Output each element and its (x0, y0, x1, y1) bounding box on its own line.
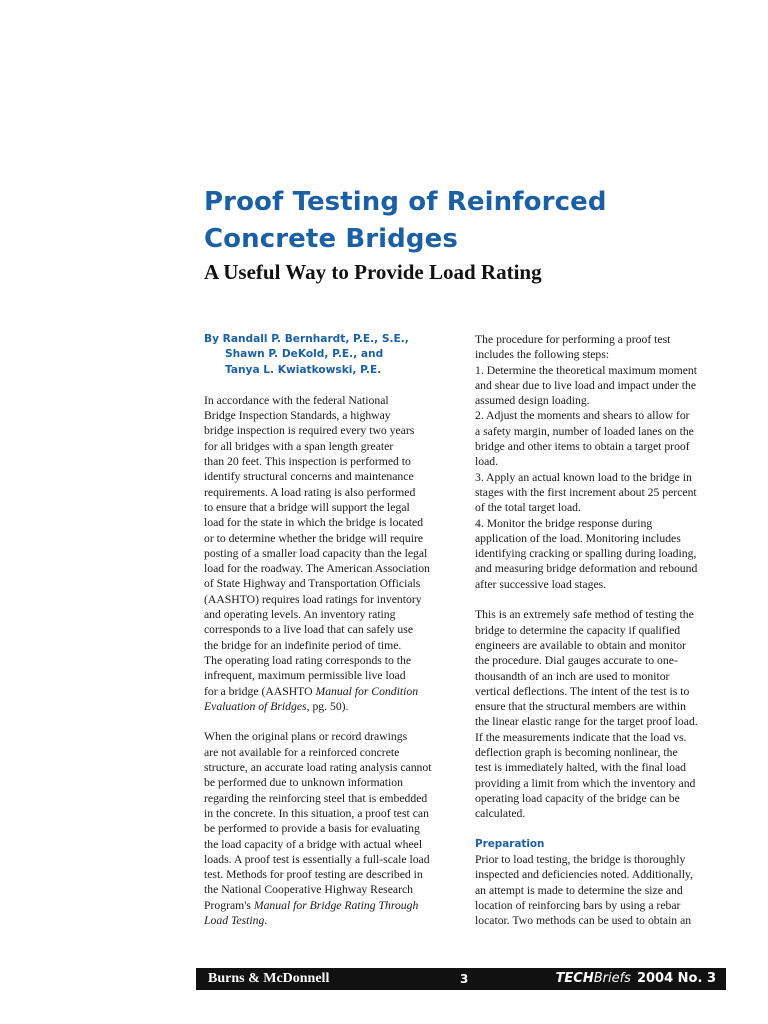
article-subtitle: A Useful Way to Provide Load Rating (204, 260, 542, 284)
left-paragraph-1 (204, 393, 458, 714)
issue-number: 2004 No. 3 (636, 971, 716, 986)
text-line: are not available for a reinforced concrete (204, 745, 400, 759)
citation-title: Manual for Bridge Rating Through (253, 898, 419, 912)
right-paragraph-1-lines (475, 332, 719, 592)
left-paragraph-1-last-line-b (204, 699, 458, 714)
text-line: in the concrete. In this situation, a proof test can (204, 806, 429, 820)
text-line: test. Methods for proof testing are described in (204, 868, 423, 882)
byline (204, 332, 458, 378)
text-line: assumed design loading. (475, 394, 590, 408)
text-line: thousandth of an inch are used to monitor (475, 669, 670, 683)
text-line: load. (475, 455, 499, 469)
right-column (475, 332, 719, 929)
text-line: load for the roadway. The American Association (204, 562, 430, 576)
text-line: or to determine whether the bridge will require (204, 531, 424, 545)
text-line: and operating levels. An inventory rating (204, 608, 396, 622)
footer-bar (196, 968, 726, 990)
text-line: posting of a smaller load capacity than the legal (204, 546, 428, 560)
right-paragraph-2 (475, 607, 719, 821)
text-line: bridge inspection is required every two years (204, 424, 415, 438)
text-line: than 20 feet. This inspection is performed to (204, 455, 411, 469)
text-line: This is an extremely safe method of testing the (475, 608, 694, 622)
text-line: locator. Two methods can be used to obtain an (475, 914, 692, 928)
text-line: the bridge for an indefinite period of time. (204, 638, 402, 652)
text-line: corresponds to a live load that can safely use (204, 623, 414, 637)
text-line: be performed due to unknown information (204, 776, 403, 790)
text-line: location of reinforcing bars by using a rebar (475, 898, 681, 912)
text-line: bridge to determine the capacity if qualified (475, 623, 681, 637)
text-line: loads. A proof test is essentially a full-scale load (204, 852, 430, 866)
right-paragraph-1 (475, 332, 719, 592)
text-line: operating load capacity of the bridge can be (475, 791, 680, 805)
citation-title: Load Testing (204, 913, 265, 927)
text-line: providing a limit from which the inventory and (475, 776, 696, 790)
text-line: the load capacity of a bridge with actual wheel (204, 837, 423, 851)
text-line: requirements. A load rating is also performed (204, 485, 416, 499)
citation-title: Evaluation of Bridges (204, 699, 307, 713)
text-line: 1. Determine the theoretical maximum moment (475, 363, 697, 377)
text-line: the National Cooperative Highway Research (204, 883, 414, 897)
left-column (204, 332, 458, 928)
text-line: deflection graph is becoming nonlinear, the (475, 746, 678, 760)
text-line: The operating load rating corresponds to the (204, 653, 412, 667)
left-paragraph-1-lines (204, 393, 458, 684)
text-line: identify structural concerns and maintenance (204, 470, 414, 484)
text-line: includes the following steps: (475, 348, 610, 362)
byline-line-1: By Randall P. Bernhardt, P.E., S.E., (204, 333, 409, 345)
text-line: a safety margin, number of loaded lanes on the (475, 424, 694, 438)
text-line: and shear due to live load and impact under the (475, 378, 697, 392)
right-paragraph-3 (475, 852, 719, 928)
citation-title: Manual for Condition (315, 684, 419, 698)
text-line: application of the load. Monitoring includes (475, 531, 681, 545)
text-line: of the total target load. (475, 501, 581, 515)
text-line: bridge and other items to obtain a target proof (475, 440, 690, 454)
text-line: stages with the first increment about 25 percent (475, 485, 697, 499)
right-paragraph-3-lines (475, 852, 719, 928)
text-line: identifying cracking or spalling during loading, (475, 547, 697, 561)
section-heading-preparation: Preparation (475, 837, 545, 850)
text-line: the procedure. Dial gauges accurate to one- (475, 654, 678, 668)
text-line: vertical deflections. The intent of the test is to (475, 684, 690, 698)
text-line: regarding the reinforcing steel that is embedded (204, 791, 428, 805)
text-line: Prior to load testing, the bridge is thoroughly (475, 853, 686, 867)
text-run: , pg. 50). (306, 699, 349, 713)
right-paragraph-2-lines (475, 607, 719, 821)
text-line: for all bridges with a span length greater (204, 439, 394, 453)
text-line: The procedure for performing a proof test (475, 333, 671, 346)
left-paragraph-2-last-line-b (204, 913, 458, 928)
publication-briefs: Briefs (593, 971, 631, 986)
publication-tech: TECH (555, 971, 594, 986)
text-line: inspected and deficiencies noted. Additionally, (475, 868, 693, 882)
text-line: of State Highway and Transportation Officials (204, 577, 421, 591)
text-line: calculated. (475, 807, 526, 821)
text-line: If the measurements indicate that the load vs. (475, 730, 687, 744)
page-number: 3 (460, 972, 469, 986)
title-line-2: Concrete Bridges (204, 224, 458, 254)
text-line: test is immediately halted, with the final load (475, 761, 686, 775)
text-line: an attempt is made to determine the size and (475, 883, 683, 897)
text-line: after successive load stages. (475, 577, 607, 591)
text-line: be performed to provide a basis for evaluating (204, 822, 420, 836)
text-run: . (264, 913, 268, 927)
text-line: the linear elastic range for the target proof load. (475, 715, 698, 729)
byline-line-2: Shawn P. DeKold, P.E., and (225, 348, 384, 361)
text-line: 2. Adjust the moments and shears to allow for (475, 409, 690, 423)
text-line: 4. Monitor the bridge response during (475, 516, 653, 530)
text-line: engineers are available to obtain and monitor (475, 638, 686, 652)
text-line: infrequent, maximum permissible live load (204, 669, 406, 683)
left-paragraph-2-lines (204, 729, 458, 897)
text-line: ensure that the structural members are within (475, 700, 686, 714)
footer-company-name: Burns & McDonnell (208, 971, 330, 986)
publication-name (556, 970, 716, 988)
text-line: load for the state in which the bridge is located (204, 516, 424, 530)
text-line: (AASHTO) requires load ratings for inventory (204, 592, 422, 606)
text-run: Program's (204, 898, 254, 912)
text-line: Bridge Inspection Standards, a highway (204, 409, 391, 423)
left-paragraph-1-last-line-a (204, 684, 458, 699)
left-paragraph-2-last-line-a (204, 898, 458, 913)
article-title (204, 184, 674, 258)
left-paragraph-2 (204, 729, 458, 928)
byline-line-3: Tanya L. Kwiatkowski, P.E. (225, 363, 382, 376)
text-line: structure, an accurate load rating analysis cannot (204, 761, 432, 775)
text-line: 3. Apply an actual known load to the bridge in (475, 470, 692, 484)
title-line-1: Proof Testing of Reinforced (204, 187, 607, 217)
text-line: When the original plans or record drawings (204, 730, 408, 744)
text-line: to ensure that a bridge will support the legal (204, 500, 410, 514)
text-line: In accordance with the federal National (204, 393, 389, 407)
text-line: and measuring bridge deformation and rebound (475, 562, 698, 576)
text-run: for a bridge (AASHTO (204, 684, 316, 698)
